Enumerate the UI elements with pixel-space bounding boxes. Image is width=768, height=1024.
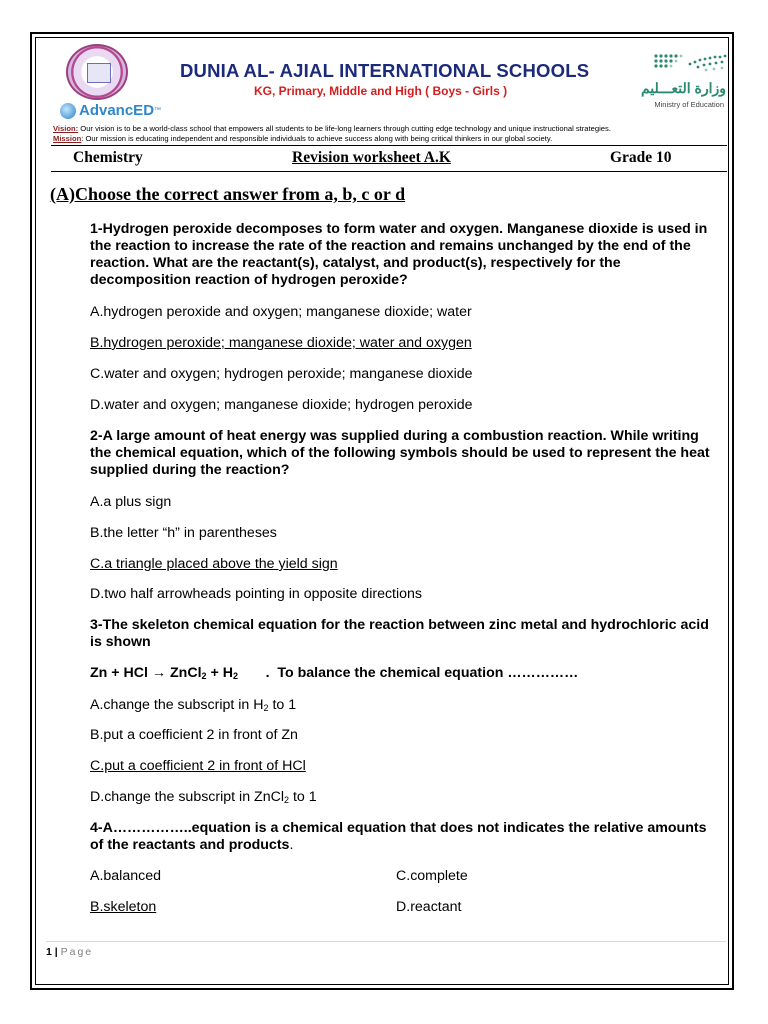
q3d-post: to 1 bbox=[289, 789, 317, 805]
advanced-logo bbox=[60, 102, 161, 119]
ministry-dots-icon bbox=[650, 52, 730, 74]
vision-text: Our vision is to be a world-class school that empowers all students to be life-long learners through cutting edge technology and unique instructional strategies. bbox=[78, 124, 611, 133]
q3-option-d bbox=[90, 789, 317, 805]
vision-line bbox=[53, 124, 743, 134]
q3-option-a bbox=[90, 697, 296, 713]
mission-label: Mission bbox=[53, 134, 82, 143]
q3-equation bbox=[90, 665, 720, 683]
q2-option-c: C.a triangle placed above the yield sign bbox=[90, 556, 338, 572]
worksheet-title: Revision worksheet A.K bbox=[292, 149, 451, 166]
q4-option-c: C.complete bbox=[396, 868, 468, 884]
page-separator: | bbox=[51, 946, 61, 958]
vision-label: Vision: bbox=[53, 124, 79, 133]
q4-text: 4-A……………..equation is a chemical equation that does not indicates the relative amounts of the reactants and products bbox=[90, 820, 707, 853]
equation-mid: + H bbox=[206, 665, 233, 681]
q4-option-d: D.reactant bbox=[396, 899, 462, 915]
school-seal-icon bbox=[66, 44, 128, 100]
q3a-sub: 2 bbox=[263, 703, 269, 713]
q1-option-c: C.water and oxygen; hydrogen peroxide; manganese dioxide bbox=[90, 366, 473, 382]
q3a-pre: A.change the subscript in H bbox=[90, 697, 264, 713]
q4-text-end: . bbox=[289, 837, 294, 853]
q1-option-a: A.hydrogen peroxide and oxygen; manganese dioxide; water bbox=[90, 304, 472, 320]
page-number: 1 bbox=[46, 946, 52, 958]
q2-option-a: A.a plus sign bbox=[90, 494, 172, 510]
school-name: DUNIA AL- AJIAL INTERNATIONAL SCHOOLS bbox=[180, 60, 590, 81]
q4-option-a: A.balanced bbox=[90, 868, 161, 884]
ministry-logo bbox=[610, 52, 730, 116]
question-1: 1-Hydrogen peroxide decomposes to form water and oxygen. Manganese dioxide is used in the reaction to increase the rate of the reaction and remains unchanged by the end of the reaction. What are the reactant(s), catalyst, and product(s), respectively for the decomposition reaction of hydrogen peroxide? bbox=[90, 221, 708, 288]
q1-option-b: B.hydrogen peroxide; manganese dioxide; water and oxygen bbox=[90, 335, 472, 351]
subject-divider bbox=[51, 171, 727, 172]
seal-emblem bbox=[87, 63, 111, 83]
mission-line bbox=[53, 134, 743, 144]
equation-sub-zncl2: 2 bbox=[201, 671, 207, 681]
page-footer bbox=[46, 946, 93, 958]
ministry-english-name: Ministry of Education bbox=[654, 100, 724, 109]
question-3: 3-The skeleton chemical equation for the reaction between zinc metal and hydrochloric acid is shown bbox=[90, 617, 709, 650]
school-subtitle: KG, Primary, Middle and High ( Boys - Girls ) bbox=[254, 84, 508, 98]
q4-option-b: B.skeleton bbox=[90, 899, 157, 915]
vision-mission-block bbox=[53, 124, 743, 144]
question-4 bbox=[90, 820, 720, 854]
advanced-label: AdvancED bbox=[79, 102, 155, 119]
page-label: Page bbox=[60, 946, 94, 958]
q3-option-b: B.put a coefficient 2 in front of Zn bbox=[90, 727, 298, 743]
q3d-sub: 2 bbox=[284, 795, 290, 805]
q2-option-d: D.two half arrowheads pointing in opposite directions bbox=[90, 586, 423, 602]
mission-text: : Our mission is educating independent and responsible individuals to achieve success along with being critical thinkers in our global society. bbox=[81, 134, 553, 143]
section-title: (A)Choose the correct answer from a, b, c or d bbox=[50, 184, 406, 204]
equation-right: . To balance the chemical equation …………… bbox=[237, 665, 579, 681]
q1-option-d: D.water and oxygen; manganese dioxide; hydrogen peroxide bbox=[90, 397, 473, 413]
q3d-pre: D.change the subscript in ZnCl bbox=[90, 789, 284, 805]
globe-icon bbox=[60, 103, 76, 119]
grade-label: Grade 10 bbox=[610, 149, 672, 166]
question-2: 2-A large amount of heat energy was supplied during a combustion reaction. While writing the chemical equation, which of the following symbols should be used to represent the heat supplied during the reaction? bbox=[90, 428, 710, 478]
q2-option-b: B.the letter “h” in parentheses bbox=[90, 525, 277, 541]
q3a-post: to 1 bbox=[268, 697, 297, 713]
equation-sub-h2: 2 bbox=[232, 671, 238, 681]
subject-label: Chemistry bbox=[73, 149, 143, 166]
ministry-arabic-name: وزارة التعـــليم bbox=[640, 80, 726, 96]
footer-divider bbox=[46, 941, 726, 942]
school-logo bbox=[60, 44, 162, 120]
header-divider bbox=[51, 145, 727, 146]
equation-left: Zn + HCl → ZnCl bbox=[90, 665, 202, 681]
q3-option-c: C.put a coefficient 2 in front of HCl bbox=[90, 758, 306, 774]
advanced-tm: ™ bbox=[154, 107, 162, 114]
